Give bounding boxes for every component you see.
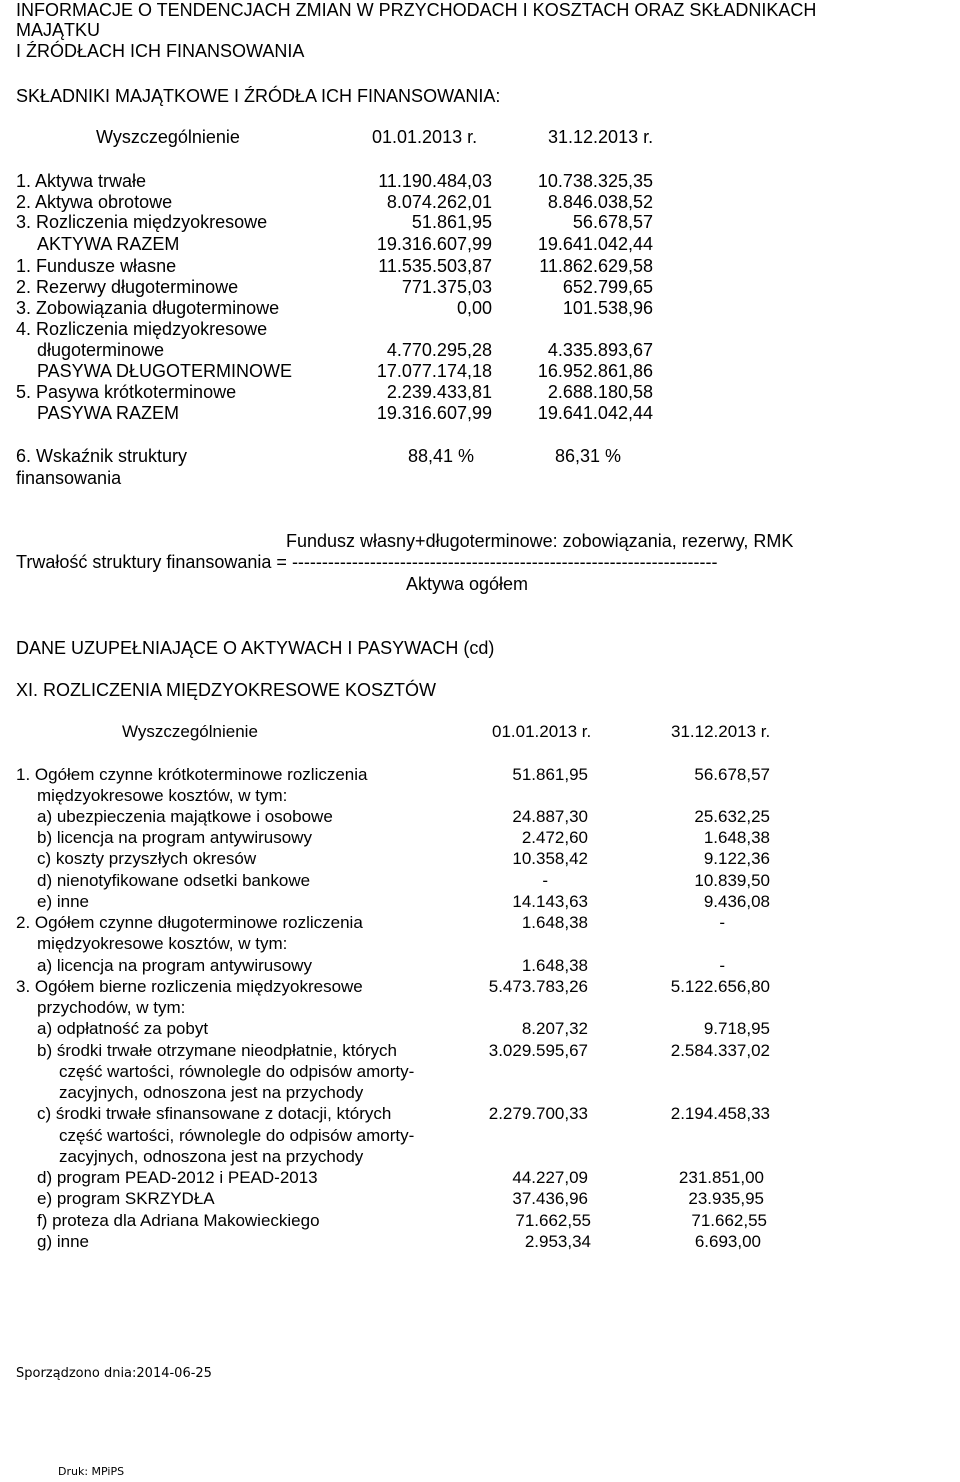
table1-row-v1: 8.074.262,01 <box>386 192 492 212</box>
prepared-date: Sporządzono dnia:2014-06-25 <box>16 1366 212 1381</box>
table2-row-v1: 2.472,60 <box>521 828 588 847</box>
table1-row-label: 2. Aktywa obrotowe <box>16 192 173 212</box>
table1-row-label: PASYWA DŁUGOTERMINOWE <box>37 361 293 381</box>
table1-row-v2: 11.862.629,58 <box>539 256 653 276</box>
table2-row-v1: 5.473.783,26 <box>488 977 588 996</box>
table1-row-v2: 4.335.893,67 <box>547 340 653 360</box>
table2-row-label: d) program PEAD-2012 i PEAD-2013 <box>37 1168 318 1187</box>
table1-row-v2: 10.738.325,35 <box>537 171 653 191</box>
table2-row-label: zacyjnych, odnoszona jest na przychody <box>59 1083 364 1102</box>
table1-header-label: Wyszczególnienie <box>96 127 240 147</box>
table2-row-v2: 25.632,25 <box>694 807 770 826</box>
table1-row-label: długoterminowe <box>37 340 165 360</box>
formula-numerator: Fundusz własny+długoterminowe: zobowiązania, rezerwy, RMK <box>286 531 794 551</box>
table1-row-label: AKTYWA RAZEM <box>37 234 180 254</box>
section2-subtitle: XI. ROZLICZENIA MIĘDZYOKRESOWE KOSZTÓW <box>16 680 437 700</box>
table1-row-label: 5. Pasywa krótkoterminowe <box>16 382 237 402</box>
table2-row-label: a) ubezpieczenia majątkowe i osobowe <box>37 807 333 826</box>
table2-header-label: Wyszczególnienie <box>122 722 258 741</box>
table2-header-col1: 01.01.2013 r. <box>492 722 592 741</box>
table1-row-v1: 11.190.484,03 <box>378 171 492 191</box>
table1-row-v2: 19.641.042,44 <box>537 234 653 254</box>
table2-row-v2: 10.839,50 <box>694 871 770 890</box>
table1-header-col2: 31.12.2013 r. <box>548 127 654 147</box>
table1-row-v2: 16.952.861,86 <box>537 361 653 381</box>
table1-row-v2: 8.846.038,52 <box>547 192 653 212</box>
table2-row-label: d) nienotyfikowane odsetki bankowe <box>37 871 311 890</box>
table2-row-label: g) inne <box>37 1232 89 1251</box>
table1-row-v1: 4.770.295,28 <box>386 340 492 360</box>
table2-row-label: zacyjnych, odnoszona jest na przychody <box>59 1147 364 1166</box>
doc-title-line2: MAJĄTKU <box>16 20 101 40</box>
table2-row-label: część wartości, równolegle do odpisów amorty- <box>59 1062 415 1081</box>
table2-row-label: e) inne <box>37 892 89 911</box>
table2-row-label: 2. Ogółem czynne długoterminowe rozliczenia <box>16 913 363 932</box>
table1-row-label: 1. Aktywa trwałe <box>16 171 147 191</box>
table1-row-label: PASYWA RAZEM <box>37 403 180 423</box>
table1-row-v1: 19.316.607,99 <box>376 234 492 254</box>
table2-row-v1: 14.143,63 <box>512 892 588 911</box>
table2-row-v2: 23.935,95 <box>688 1189 764 1208</box>
doc-title-line3: I ŹRÓDŁACH ICH FINANSOWANIA <box>16 41 305 61</box>
table1-row-v2: 2.688.180,58 <box>547 382 653 402</box>
table1-row-label: 3. Zobowiązania długoterminowe <box>16 298 280 318</box>
table2-row-v1: - <box>542 871 548 890</box>
doc-title-line1: INFORMACJE O TENDENCJACH ZMIAN W PRZYCHODACH I KOSZTACH ORAZ SKŁADNIKACH <box>16 0 817 20</box>
table1-row-label: 1. Fundusze własne <box>16 256 177 276</box>
table1-row-v2: 19.641.042,44 <box>537 403 653 423</box>
table2-row-v2: - <box>719 956 725 975</box>
table2-row-v1: 10.358,42 <box>512 849 588 868</box>
table2-row-v1: 37.436,96 <box>512 1189 588 1208</box>
table1-row-v2: 101.538,96 <box>562 298 653 318</box>
table1-row-label: 4. Rozliczenia międzyokresowe <box>16 319 268 339</box>
table2-row-v2: 2.194.458,33 <box>670 1104 770 1123</box>
table2-row-label: c) koszty przyszłych okresów <box>37 849 257 868</box>
table1-row-v2: 652.799,65 <box>562 277 653 297</box>
table2-row-label: część wartości, równolegle do odpisów amorty- <box>59 1126 415 1145</box>
table2-row-v2: 9.718,95 <box>703 1019 770 1038</box>
indicator-label-line1: 6. Wskaźnik struktury <box>16 446 188 466</box>
table2-row-label: b) środki trwałe otrzymane nieodpłatnie, których <box>37 1041 397 1060</box>
indicator-v1: 88,41 % <box>407 446 474 466</box>
table2-row-v2: 1.648,38 <box>703 828 770 847</box>
table2-row-v1: 2.279.700,33 <box>488 1104 588 1123</box>
table2-header-col2: 31.12.2013 r. <box>671 722 771 741</box>
table2-row-v2: 231.851,00 <box>678 1168 764 1187</box>
table2-row-v2: 71.662,55 <box>691 1211 767 1230</box>
table2-row-v1: 1.648,38 <box>521 956 588 975</box>
table1-row-label: 3. Rozliczenia międzyokresowe <box>16 212 268 232</box>
table2-row-v2: 9.436,08 <box>703 892 770 911</box>
table2-row-label: a) odpłatność za pobyt <box>37 1019 209 1038</box>
table1-row-v2: 56.678,57 <box>572 212 653 232</box>
print-footer: Druk: MPiPS <box>58 1465 125 1478</box>
table1-row-v1: 2.239.433,81 <box>386 382 492 402</box>
section2-title: DANE UZUPEŁNIAJĄCE O AKTYWACH I PASYWACH (cd) <box>16 638 495 658</box>
table2-row-label: b) licencja na program antywirusowy <box>37 828 312 847</box>
table1-row-v1: 51.861,95 <box>411 212 492 232</box>
table2-row-label: a) licencja na program antywirusowy <box>37 956 312 975</box>
table2-row-label: międzyokresowe kosztów, w tym: <box>37 934 288 953</box>
table1-row-v1: 17.077.174,18 <box>376 361 492 381</box>
formula-denominator: Aktywa ogółem <box>406 574 529 594</box>
table2-row-v1: 51.861,95 <box>512 765 588 784</box>
table2-row-v1: 44.227,09 <box>512 1168 588 1187</box>
table2-row-label: 3. Ogółem bierne rozliczenia międzyokresowe <box>16 977 363 996</box>
table2-row-v2: 5.122.656,80 <box>670 977 770 996</box>
table2-row-label: e) program SKRZYDŁA <box>37 1189 215 1208</box>
table2-row-v2: 2.584.337,02 <box>670 1041 770 1060</box>
table2-row-v2: 9.122,36 <box>703 849 770 868</box>
table2-row-v2: 56.678,57 <box>694 765 770 784</box>
table2-row-v1: 8.207,32 <box>521 1019 588 1038</box>
table1-row-v1: 0,00 <box>456 298 492 318</box>
table1-row-v1: 19.316.607,99 <box>376 403 492 423</box>
table2-row-v1: 2.953,34 <box>524 1232 591 1251</box>
indicator-v2: 86,31 % <box>554 446 621 466</box>
table1-header-col1: 01.01.2013 r. <box>372 127 478 147</box>
table2-row-label: c) środki trwałe sfinansowane z dotacji, których <box>37 1104 392 1123</box>
table2-row-label: przychodów, w tym: <box>37 998 186 1017</box>
table2-row-label: 1. Ogółem czynne krótkoterminowe rozliczenia <box>16 765 368 784</box>
table2-row-v1: 1.648,38 <box>521 913 588 932</box>
section-title: SKŁADNIKI MAJĄTKOWE I ŹRÓDŁA ICH FINANSOWANIA: <box>16 86 501 106</box>
table2-row-label: f) proteza dla Adriana Makowieckiego <box>37 1211 320 1230</box>
formula-lhs: Trwałość struktury finansowania = ----------------------------------------------------------------------- <box>16 552 718 572</box>
table2-row-v1: 71.662,55 <box>515 1211 591 1230</box>
indicator-label-line2: finansowania <box>16 468 122 488</box>
table2-row-v2: 6.693,00 <box>694 1232 761 1251</box>
table2-row-v2: - <box>719 913 725 932</box>
table1-row-v1: 771.375,03 <box>401 277 492 297</box>
table2-row-label: międzyokresowe kosztów, w tym: <box>37 786 288 805</box>
table1-row-label: 2. Rezerwy długoterminowe <box>16 277 239 297</box>
table2-row-v1: 24.887,30 <box>512 807 588 826</box>
table2-row-v1: 3.029.595,67 <box>488 1041 588 1060</box>
table1-row-v1: 11.535.503,87 <box>378 256 492 276</box>
